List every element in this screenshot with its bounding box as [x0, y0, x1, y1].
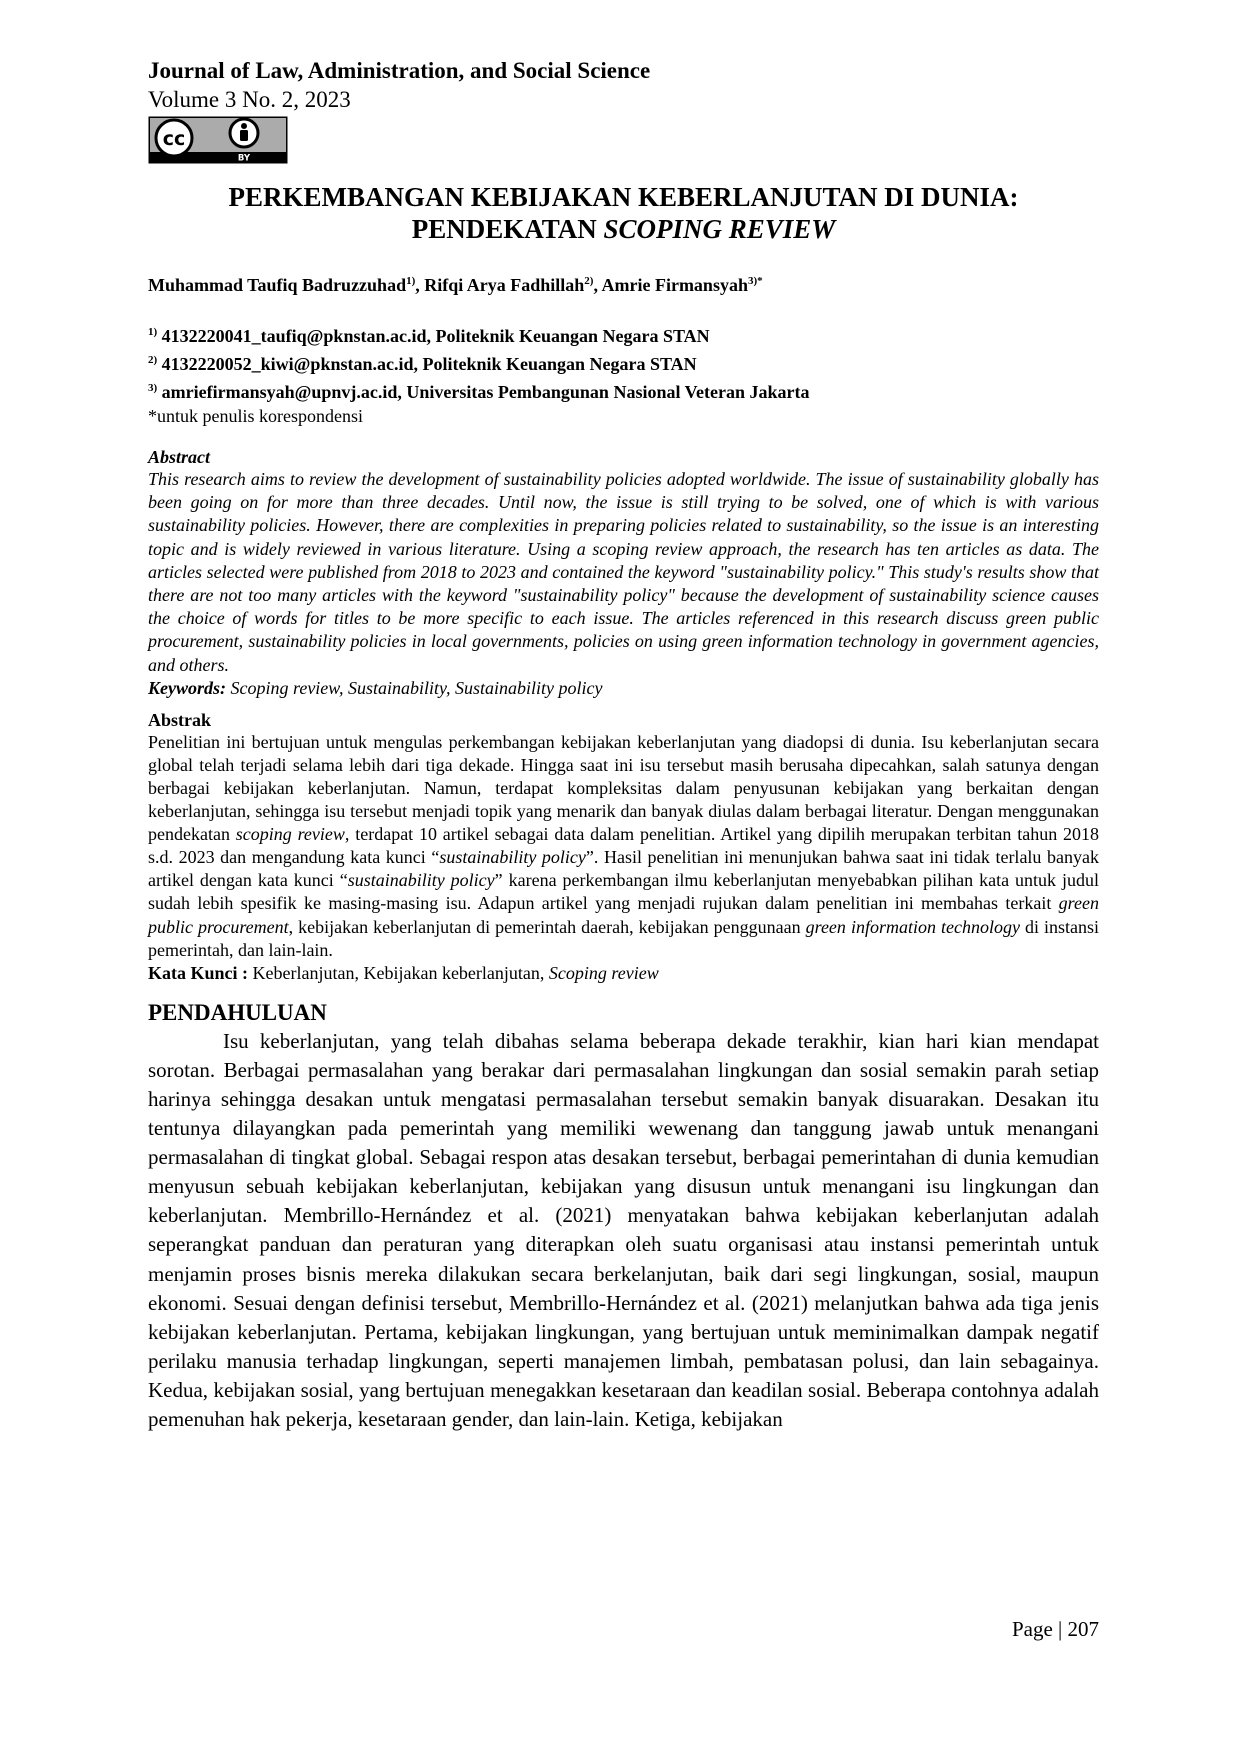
abstrak-text: di instansi pemerintah, dan lain-lain. [148, 916, 1099, 960]
author-sup: 3)* [747, 275, 763, 287]
author-sup: 2) [584, 275, 594, 287]
abstrak-italic-term: green public procurement [148, 893, 1099, 937]
affiliation-line [148, 348, 1099, 376]
kata-kunci-italic: Scoping review [548, 962, 659, 983]
license-by-label: BY [237, 153, 251, 164]
affiliation-sup: 2) [148, 354, 158, 366]
affiliation-line [148, 320, 1099, 348]
body-paragraph: Isu keberlanjutan, yang telah dibahas selama beberapa dekade terakhir, kian hari kian mendapat sorotan. Berbagai permasalahan yang berakar dari permasalahan lingkungan dan sosial semakin parah setiap harinya sehingga desakan untuk mengatasi permasalahan tersebut semakin banyak disuarakan. Desakan itu tentunya dilayangkan pada pemerintah yang memiliki wewenang dan tanggung jawab untuk menangani permasalahan di tingkat global. Sebagai respon atas desakan tersebut, berbagai pemerintahan di dunia kemudian menyusun sebuah kebijakan keberlanjutan, kebijakan yang disusun untuk menangani isu lingkungan dan keberlanjutan. Membrillo-Hernández et al. (2021) menyatakan bahwa kebijakan keberlanjutan adalah seperangkat panduan dan peraturan yang diterapkan oleh suatu organisasi atau instansi pemerintah untuk menjamin proses bisnis mereka dilakukan secara berkelanjutan, baik dari segi lingkungan, sosial, maupun ekonomi. Sesuai dengan definisi tersebut, Membrillo-Hernández et al. (2021) melanjutkan bahwa ada tiga jenis kebijakan keberlanjutan. Pertama, kebijakan lingkungan, yang bertujuan untuk meminimalkan dampak negatif perilaku manusia terhadap lingkungan, seperti manajemen limbah, pembatasan polusi, dan lain sebagainya. Kedua, kebijakan sosial, yang bertujuan menegakkan kesetaraan dan keadilan sosial. Beberapa contohnya adalah pemenuhan hak pekerja, kesetaraan gender, dan lain-lain. Ketiga, kebijakan [148, 1028, 1099, 1431]
cc-letters: cc [162, 128, 186, 150]
title-line-2-plain: PENDEKATAN [411, 214, 604, 244]
affiliations [148, 320, 1099, 428]
kata-kunci [148, 962, 1099, 985]
abstrak-heading: Abstrak [148, 709, 212, 730]
abstrak-italic-term: scoping review [235, 824, 345, 845]
author-name: Rifqi Arya Fadhillah [424, 275, 585, 295]
author-separator: , [415, 275, 425, 295]
title-line-2 [148, 213, 1099, 245]
affiliation-line [148, 376, 1099, 404]
affiliation-text: 4132220052_kiwi@pknstan.ac.id, Politeknik Keuangan Negara STAN [161, 354, 697, 374]
affiliation-text: 4132220041_taufiq@pknstan.ac.id, Politeknik Keuangan Negara STAN [161, 326, 710, 346]
abstract-heading: Abstract [148, 447, 211, 467]
journal-volume: Volume 3 No. 2, 2023 [148, 87, 351, 112]
by-person-body [240, 130, 248, 141]
abstrak-text: , kebijakan keberlanjutan di pemerintah daerah, kebijakan penggunaan [288, 916, 806, 937]
abstrak-text: ”. Hasil penelitian ini menunjukan bahwa saat ini tidak terlalu banyak artikel dengan kata kunci “ [148, 847, 1099, 891]
keywords-text: Scoping review, Sustainability, Sustainability policy [226, 677, 603, 698]
content [148, 56, 1099, 1434]
kata-kunci-text: Keberlanjutan, Kebijakan keberlanjutan, [248, 962, 549, 983]
abstract-english: This research aims to review the development of sustainability policies adopted worldwide. The issue of sustainability globally has been going on for more than three decades. Until now, the issue is still trying to be solved, one of which is with various sustainability policies. However, there are complexities in preparing policies related to sustainability, so the issue is an interesting topic and is widely reviewed in various literature. Using a scoping review approach, the research has ten articles as data. The articles selected were published from 2018 to 2023 and contained the keyword "sustainability policy." This study's results show that there are not too many articles with the keyword "sustainability policy" because the development of sustainability science causes the choice of words for titles to be more specific to each issue. The articles referenced in this research discuss green public procurement, sustainability policies in local governments, policies on using green information technology in government agencies, and others. [148, 469, 1099, 675]
keywords-label: Keywords: [148, 677, 226, 698]
author-name: Muhammad Taufiq Badruzzuhad [148, 275, 407, 295]
section-heading: PENDAHULUAN [148, 999, 327, 1025]
paper-title [148, 181, 1099, 245]
abstrak-indonesian [148, 731, 1099, 962]
page-number: Page | 207 [1011, 1617, 1099, 1641]
kata-kunci-label: Kata Kunci : [148, 962, 249, 983]
by-person-head [241, 123, 247, 129]
journal-name: Journal of Law, Administration, and Social Science [148, 58, 651, 83]
author-sup: 1) [406, 275, 416, 287]
title-line-2-italic: SCOPING REVIEW [603, 214, 836, 244]
abstrak-text: Penelitian ini bertujuan untuk mengulas perkembangan kebijakan keberlanjutan yang diadopsi di dunia. Isu keberlanjutan secara global telah terjadi selama lebih dari tiga dekade. Hingga saat ini isu tersebut masih berusaha dipecahkan, salah satunya dengan berbagai kebijakan keberlanjutan. Namun, terdapat kompleksitas dalam penyusunan kebijakan yang berkaitan dengan keberlanjutan, sehingga isu tersebut menjadi topik yang menarik dan banyak diulas dalam berbagai literatur. Dengan menggunakan pendekatan [148, 731, 1099, 845]
affiliation-text: amriefirmansyah@upnvj.ac.id, Universitas Pembangunan Nasional Veteran Jakarta [161, 382, 810, 402]
title-line-1: PERKEMBANGAN KEBIJAKAN KEBERLANJUTAN DI DUNIA: [228, 182, 1019, 212]
cc-by-license-icon [148, 116, 288, 164]
abstrak-italic-term: sustainability policy [439, 847, 586, 868]
abstrak-italic-term: sustainability policy [347, 870, 495, 891]
author-separator: , [593, 275, 602, 295]
correspondence-note: *untuk penulis korespondensi [148, 406, 363, 426]
keywords [148, 677, 1099, 700]
abstrak-text: , terdapat 10 artikel sebagai data dalam penelitian. Artikel yang dipilih merupakan terbitan tahun 2018 s.d. 2023 dan mengandung kata kunci “ [148, 824, 1099, 868]
abstrak-text: ” karena perkembangan ilmu keberlanjutan menyebabkan pilihan kata untuk judul sudah lebih spesifik ke masing-masing isu. Adapun artikel yang menjadi rujukan dalam penelitian ini membahas terkait [148, 870, 1099, 914]
affiliation-sup: 1) [148, 326, 158, 338]
affiliation-sup: 3) [148, 382, 158, 394]
author-name: Amrie Firmansyah [601, 275, 748, 295]
author-list [148, 275, 1099, 296]
abstrak-italic-term: green information technology [805, 916, 1020, 937]
